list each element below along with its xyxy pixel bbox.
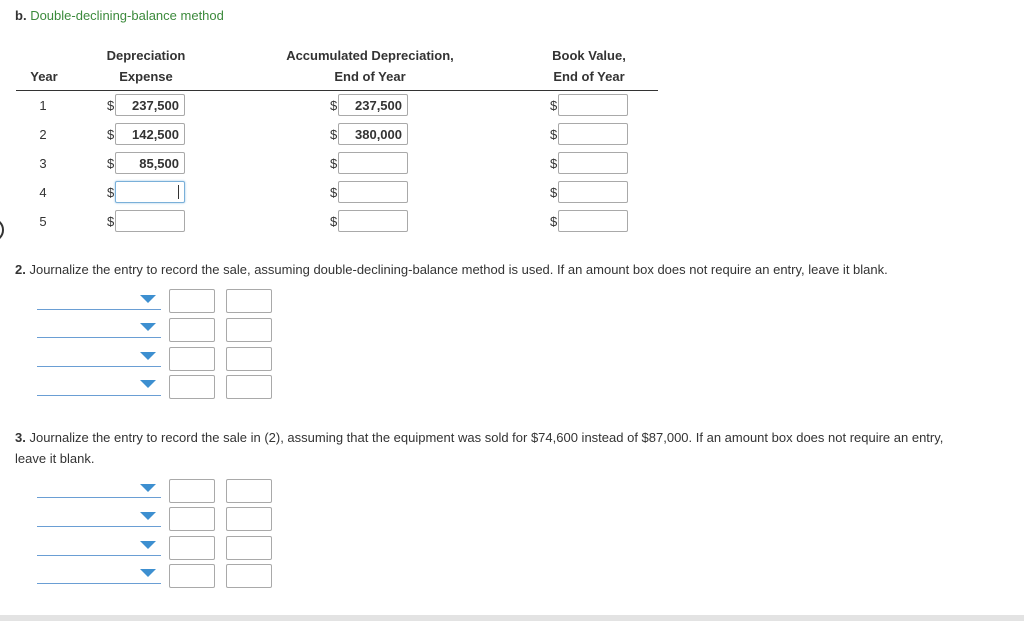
header-acc-line1: Accumulated Depreciation, — [286, 48, 454, 63]
credit-input[interactable] — [226, 564, 272, 588]
question-2-number: 2. — [15, 262, 26, 277]
debit-input[interactable] — [169, 507, 215, 531]
debit-input[interactable] — [169, 536, 215, 560]
credit-input[interactable] — [226, 536, 272, 560]
question-3-line2: leave it blank. — [15, 451, 95, 466]
dollar-sign: $ — [330, 185, 338, 200]
question-3-text: Journalize the entry to record the sale in (2), assuming that the equipment was sold for $74,600 instead of $87,000. If an amount box does not require an entry, — [29, 430, 944, 445]
dropdown-underline — [37, 497, 161, 498]
year-cell: 4 — [39, 185, 47, 200]
bottom-divider — [0, 615, 1024, 621]
book-value-input-5[interactable] — [558, 210, 628, 232]
credit-input[interactable] — [226, 347, 272, 371]
question-2 — [15, 259, 1015, 280]
acc-dep-input-4[interactable] — [338, 181, 408, 203]
dollar-sign: $ — [550, 185, 558, 200]
debit-input[interactable] — [169, 564, 215, 588]
section-b-title — [15, 8, 224, 23]
acc-dep-input-5[interactable] — [338, 210, 408, 232]
credit-input[interactable] — [226, 289, 272, 313]
credit-input[interactable] — [226, 507, 272, 531]
dropdown-underline — [37, 366, 161, 367]
dollar-sign: $ — [330, 127, 338, 142]
dep-expense-input-5[interactable] — [115, 210, 185, 232]
text-caret — [178, 185, 179, 199]
debit-input[interactable] — [169, 479, 215, 503]
debit-input[interactable] — [169, 289, 215, 313]
question-3-number: 3. — [15, 430, 26, 445]
partial-circle-icon — [0, 218, 4, 242]
book-value-input-3[interactable] — [558, 152, 628, 174]
book-value-input-2[interactable] — [558, 123, 628, 145]
dollar-sign: $ — [330, 214, 338, 229]
header-dep-line2: Expense — [119, 69, 173, 84]
year-cell: 2 — [39, 127, 47, 142]
dollar-sign: $ — [107, 214, 115, 229]
dep-expense-input-2[interactable]: 142,500 — [115, 123, 185, 145]
header-bv-line2: End of Year — [553, 69, 625, 84]
acc-dep-input-3[interactable] — [338, 152, 408, 174]
dollar-sign: $ — [550, 156, 558, 171]
chevron-down-icon[interactable] — [140, 380, 156, 388]
dropdown-underline — [37, 526, 161, 527]
header-dep-line1: Depreciation — [106, 48, 186, 63]
book-value-input-4[interactable] — [558, 181, 628, 203]
dollar-sign: $ — [550, 98, 558, 113]
dollar-sign: $ — [107, 127, 115, 142]
chevron-down-icon[interactable] — [140, 352, 156, 360]
dropdown-underline — [37, 309, 161, 310]
chevron-down-icon[interactable] — [140, 512, 156, 520]
dollar-sign: $ — [550, 127, 558, 142]
chevron-down-icon[interactable] — [140, 569, 156, 577]
dep-expense-input-3[interactable]: 85,500 — [115, 152, 185, 174]
year-cell: 1 — [39, 98, 47, 113]
year-cell: 3 — [39, 156, 47, 171]
dropdown-underline — [37, 555, 161, 556]
dollar-sign: $ — [550, 214, 558, 229]
question-3 — [15, 427, 1020, 469]
chevron-down-icon[interactable] — [140, 541, 156, 549]
dropdown-underline — [37, 583, 161, 584]
year-cell: 5 — [39, 214, 47, 229]
question-2-text: Journalize the entry to record the sale, assuming double-declining-balance method is used. If an amount box does not require an entry, leave it blank. — [29, 262, 888, 277]
acc-dep-input-1[interactable]: 237,500 — [338, 94, 408, 116]
header-divider — [16, 90, 658, 91]
dep-expense-input-4[interactable] — [115, 181, 185, 203]
dollar-sign: $ — [330, 156, 338, 171]
chevron-down-icon[interactable] — [140, 323, 156, 331]
dollar-sign: $ — [107, 185, 115, 200]
debit-input[interactable] — [169, 347, 215, 371]
dollar-sign: $ — [107, 156, 115, 171]
header-bv-line1: Book Value, — [552, 48, 626, 63]
credit-input[interactable] — [226, 479, 272, 503]
acc-dep-input-2[interactable]: 380,000 — [338, 123, 408, 145]
dollar-sign: $ — [107, 98, 115, 113]
book-value-input-1[interactable] — [558, 94, 628, 116]
dollar-sign: $ — [330, 98, 338, 113]
header-year: Year — [30, 69, 58, 84]
chevron-down-icon[interactable] — [140, 484, 156, 492]
debit-input[interactable] — [169, 375, 215, 399]
section-title: Double-declining-balance method — [30, 8, 224, 23]
credit-input[interactable] — [226, 318, 272, 342]
section-letter: b. — [15, 8, 27, 23]
question-3-line1 — [15, 427, 1020, 448]
header-acc-line2: End of Year — [334, 69, 406, 84]
dropdown-underline — [37, 337, 161, 338]
chevron-down-icon[interactable] — [140, 295, 156, 303]
dep-expense-input-1[interactable]: 237,500 — [115, 94, 185, 116]
debit-input[interactable] — [169, 318, 215, 342]
dropdown-underline — [37, 395, 161, 396]
credit-input[interactable] — [226, 375, 272, 399]
